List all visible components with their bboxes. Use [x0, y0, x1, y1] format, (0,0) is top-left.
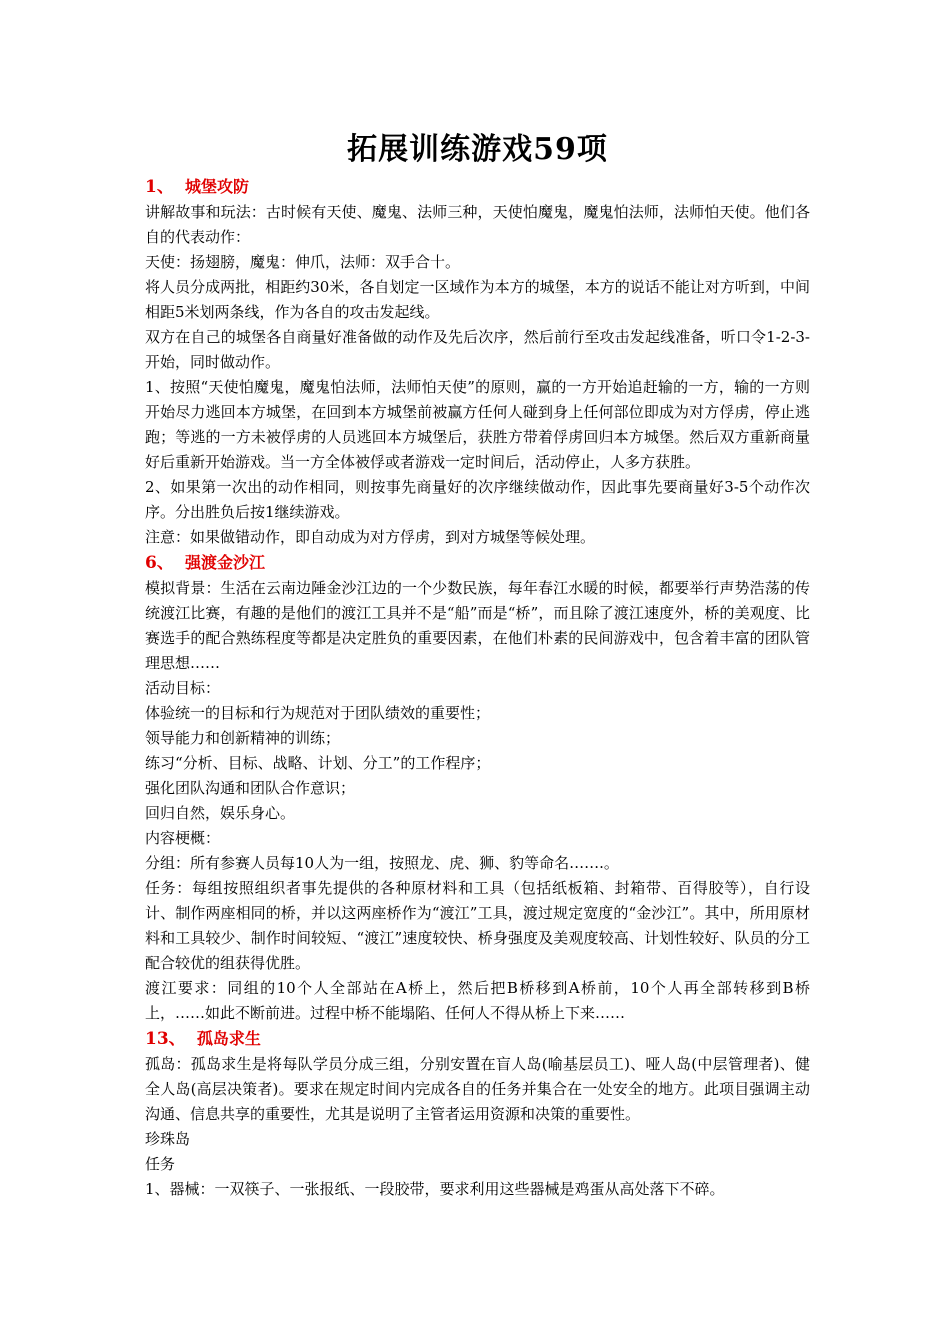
- section-heading: [145, 550, 810, 576]
- paragraph: 分组：所有参赛人员每10人为一组，按照龙、虎、狮、豹等命名…….。: [145, 854, 619, 872]
- paragraph: 2、如果第一次出的动作相同，则按事先商量好的次序继续做动作，因此事先要商量好3-5个动作次序。分出胜负后按1继续游戏。: [145, 478, 810, 521]
- document-content: [145, 128, 810, 1202]
- section-number: 13、: [145, 1029, 186, 1049]
- section-heading: [145, 174, 810, 200]
- paragraph: 模拟背景：生活在云南边陲金沙江边的一个少数民族，每年春江水暖的时候，都要举行声势浩荡的传统渡江比赛，有趣的是他们的渡江工具并不是“船”而是“桥”，而且除了渡江速度外，桥的美观度、比赛选手的配合熟练程度等都是决定胜负的重要因素，在他们朴素的民间游戏中，包含着丰富的团队管理思想……: [145, 579, 810, 672]
- paragraph: 讲解故事和玩法：古时候有天使、魔鬼、法师三种，天使怕魔鬼，魔鬼怕法师，法师怕天使。他们各自的代表动作：: [145, 203, 810, 246]
- section-name: 强渡金沙江: [184, 553, 265, 572]
- paragraph: 活动目标：: [145, 679, 221, 697]
- paragraph: 双方在自己的城堡各自商量好准备做的动作及先后次序，然后前行至攻击发起线准备，听口令1-2-3-开始，同时做动作。: [145, 328, 810, 371]
- section-name: 城堡攻防: [184, 177, 249, 196]
- paragraph: 珍珠岛: [145, 1130, 191, 1148]
- paragraph: 领导能力和创新精神的训练；: [145, 729, 341, 747]
- paragraph: 任务：每组按照组织者事先提供的各种原材料和工具（包括纸板箱、封箱带、百得胶等），自行设计、制作两座相同的桥，并以这两座桥作为“渡江”工具，渡过规定宽度的“金沙江”。其中，所用原材料和工具较少、制作时间较短、“渡江”速度较快、桥身强度及美观度较高、计划性较好、队员的分工配合较优的组获得优胜。: [145, 879, 810, 972]
- section-name: 孤岛求生: [196, 1029, 261, 1048]
- paragraph: 1、器械：一双筷子、一张报纸、一段胶带，要求利用这些器械是鸡蛋从高处落下不碎。: [145, 1180, 725, 1198]
- section-heading: [145, 1026, 810, 1052]
- document-title: 拓展训练游戏59项: [347, 132, 608, 167]
- section-number: 6、: [145, 553, 174, 573]
- paragraph: 天使：扬翅膀，魔鬼：伸爪，法师：双手合十。: [145, 253, 461, 271]
- paragraph: 内容梗概：: [145, 829, 221, 847]
- paragraph: 任务: [145, 1155, 176, 1173]
- paragraph: 渡江要求：同组的10个人全部站在A桥上，然后把B桥移到A桥前，10个人再全部转移到B桥上，……如此不断前进。过程中桥不能塌陷、任何人不得从桥上下来……: [145, 979, 810, 1022]
- paragraph: 回归自然，娱乐身心。: [145, 804, 296, 822]
- paragraph: 练习“分析、目标、战略、计划、分工”的工作程序；: [145, 754, 491, 772]
- paragraph: 1、按照“天使怕魔鬼，魔鬼怕法师，法师怕天使”的原则，赢的一方开始追赶输的一方，输的一方则开始尽力逃回本方城堡，在回到本方城堡前被赢方任何人碰到身上任何部位即成为对方俘虏，停止逃跑；等逃的一方未被俘虏的人员逃回本方城堡后，获胜方带着俘虏回归本方城堡。然后双方重新商量好后重新开始游戏。当一方全体被俘或者游戏一定时间后，活动停止，人多方获胜。: [145, 378, 810, 471]
- paragraph: 孤岛：孤岛求生是将每队学员分成三组，分别安置在盲人岛(喻基层员工)、哑人岛(中层管理者)、健全人岛(高层决策者)。要求在规定时间内完成各自的任务并集合在一处安全的地方。此项目强调主动沟通、信息共享的重要性，尤其是说明了主管者运用资源和决策的重要性。: [145, 1055, 810, 1123]
- section-number: 1、: [145, 177, 174, 197]
- paragraph: 强化团队沟通和团队合作意识；: [145, 779, 356, 797]
- paragraph: 体验统一的目标和行为规范对于团队绩效的重要性；: [145, 704, 491, 722]
- paragraph: 注意：如果做错动作，即自动成为对方俘虏，到对方城堡等候处理。: [145, 528, 596, 546]
- paragraph: 将人员分成两批，相距约30米，各自划定一区域作为本方的城堡，本方的说话不能让对方听到，中间相距5米划两条线，作为各自的攻击发起线。: [145, 278, 810, 321]
